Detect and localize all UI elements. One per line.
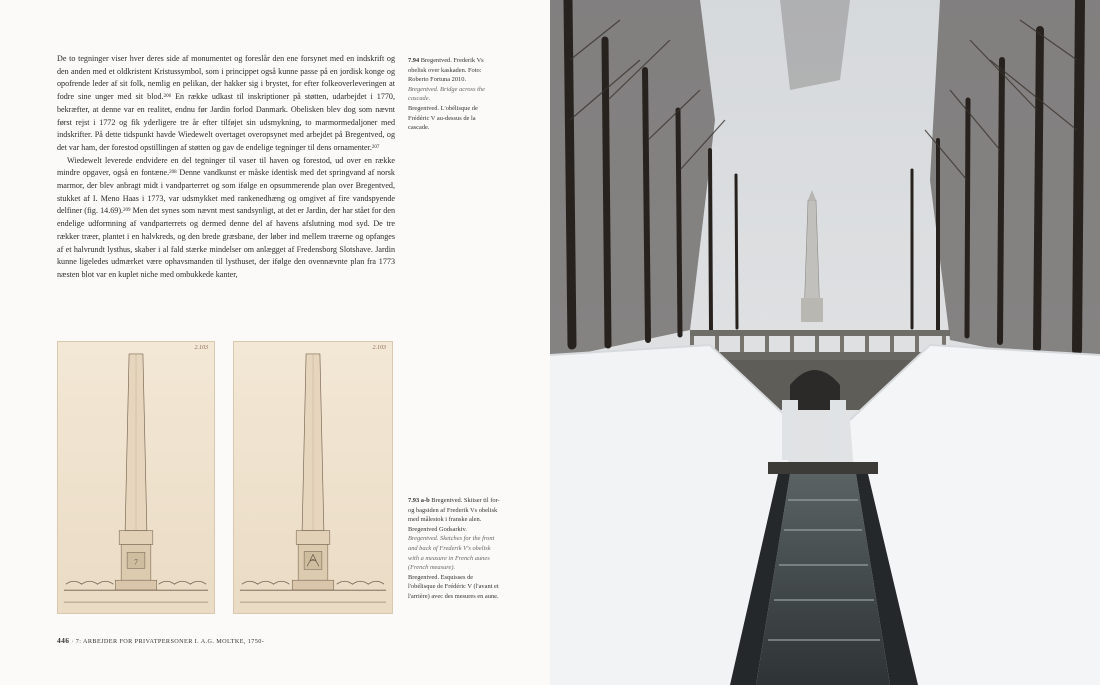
paragraph-2-cont: Denne vandkunst er måske identisk med det springvand af norsk marmor, der blev anbragt midt i vandparterret og som ifølge en opsummerende plan over Bregentved, stukket af I. Meno Haas i 1773, var udsmykket med rankenedhæng og omgivet af fire vandspyende delfiner (fig. 14.69). xyxy=(57,168,395,216)
photo-drawing xyxy=(550,0,1100,685)
caption-english: Bregentved. Bridge across the cascade. xyxy=(408,85,485,103)
paragraph-1-text: De to tegninger viser hver deres side af monumentet og foreslår den ene forsynet med en indskrift og den anden med et oldkristent Kristussymbol, som i princippet også kunne passe på en jordisk konge og opofrende leder af sit folk, nemlig en pelikan, der hakker sig i brystet, for efter folkeoverleveringen at fodre sine unger med sit blod. xyxy=(57,54,395,102)
archive-note: 2.103 xyxy=(194,345,208,351)
body-text xyxy=(57,53,395,282)
paragraph-2-end: Men det synes som nævnt mest sandsynligt, at det er Jardin, der har stået for den endelige udformning af vandparterrets og dermed denne del af havens afslutning mod syd. De tre rækker træer, plantet i en halvkreds, og den brede græsbane, der løber ind mellem træerne og opfanges af et halvrundt lysthus, skaber i al fald stærke mindelser om anlægget af Fredensborg Slotshave. Jardin kunne ligeledes udmærket være ophavsmanden til lysthuset, der ifølge den ovennævnte plan fra 1773 næsten blot var en kuplet niche med ombukkede kanter, xyxy=(57,206,395,279)
paragraph-1-cont: En række udkast til inskriptioner på støtten, udarbejdet i 1770, bekræfter, at denne var en realitet, endnu før Jardin forlod Danmark. Obelisken blev dog som nævnt først rejst i 1772 og fik yderligere tre år efter tilføjet sin udsmykning, to marmormedaljoner med indskrifter. På dette tidspunkt havde Wiedewelt overtaget overopsynet med arbejdet på Bregentved, og det var ham, der forestod opstillingen af støtten og gav de endelige tegninger til dens ornamenter. xyxy=(57,92,396,152)
caption-number: 7.93 a-b xyxy=(408,497,430,504)
obelisk-sketch-front xyxy=(57,341,215,614)
caption-french: Bregentved. L'obélisque de Frédéric V au-dessus de la cascade. xyxy=(408,104,478,132)
archive-note: 2.103 xyxy=(372,345,386,351)
paragraph-2-text: Wiedewelt leverede endvidere en del tegninger til vaser til haven og forestod, ud over en række mindre opgaver, også en fontæne. xyxy=(57,155,395,178)
running-head: · 7: ARBEJDER FOR PRIVATPERSONER I. A.G. MOLTKE, 1750- xyxy=(69,638,265,645)
svg-text:7: 7 xyxy=(134,559,138,567)
paragraph-2 xyxy=(57,155,395,282)
obelisk-sketch-back xyxy=(233,341,393,614)
page-footer xyxy=(57,636,264,645)
obelisk-drawing xyxy=(234,342,392,613)
caption-text: Bregentved. Frederik Vs obelisk over kaskaden. Foto: Roberto Fortuna 2010. xyxy=(408,57,484,84)
caption-french: Bregentved. Esquisses de l'obélisque de Frédéric V (l'avant et l'arrière) avec des mesures en aune. xyxy=(408,573,499,600)
footnote-ref: 209 xyxy=(123,208,131,214)
footnote-ref: 207 xyxy=(371,144,380,150)
caption-number: 7.94 xyxy=(408,57,420,64)
caption-fig-7-93 xyxy=(408,496,500,602)
cascade-photo xyxy=(550,0,1100,685)
footnote-ref: 206 xyxy=(163,94,172,100)
obelisk-drawing xyxy=(58,342,214,613)
footnote-ref: 208 xyxy=(169,170,177,176)
paragraph-1 xyxy=(57,53,395,155)
caption-fig-7-94 xyxy=(408,56,498,133)
caption-text: Bregentved. Skitser til for- og bagsiden af Frederik Vs obelisk med målestok i franske alen. Bregentved Godsarkiv. xyxy=(408,497,500,533)
page-number: 446 xyxy=(57,636,70,645)
caption-english: Bregentved. Sketches for the front and back of Frederik V's obelisk with a measure in French aunes (French measure). xyxy=(408,535,495,572)
